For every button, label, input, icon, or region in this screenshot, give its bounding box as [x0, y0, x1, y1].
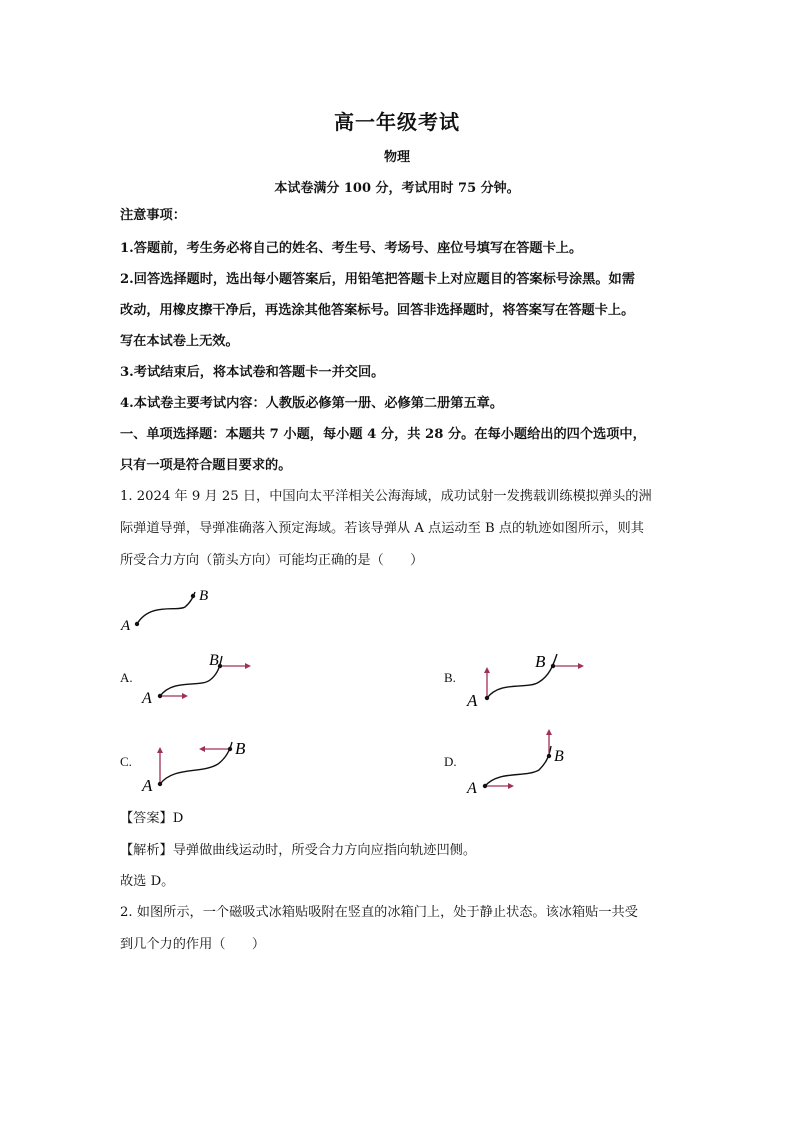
q1-stem-line-2: 际弹道导弹，导弹准确落入预定海域。若该导弹从 A 点运动至 B 点的轨迹如图所示，则其 [120, 521, 644, 536]
point-b-label: B [199, 588, 209, 604]
q1-analysis [120, 835, 680, 866]
option-b-figure [465, 646, 595, 710]
point-a-label: A [121, 618, 131, 634]
answer-value: D [172, 811, 184, 826]
exam-subject: 物理 [383, 150, 410, 165]
option-c-point-b-label: B [235, 739, 246, 758]
q2-stem-line-1: 2. 如图所示，一个磁吸式冰箱贴吸附在竖直的冰箱门上，处于静止状态。该冰箱贴一共受 [120, 905, 638, 920]
option-d-point-a-label: A [467, 780, 477, 797]
analysis-label: 【解析】 [120, 843, 173, 858]
option-a-point-b-label: B [209, 652, 219, 669]
note-item-2-end: 写在本试卷上无效。 [120, 334, 239, 349]
note-item-2-cont: 改动，用橡皮擦干净后，再选涂其他答案标号。回答非选择题时，将答案写在答题卡上。 [120, 303, 635, 318]
q1-stem-line-3: 所受合力方向（箭头方向）可能均正确的是（ ） [120, 553, 424, 568]
option-c-label[interactable]: C. [120, 754, 132, 769]
note-item-2: 2.回答选择题时，选出每小题答案后，用铅笔把答题卡上对应题目的答案标号涂黑。如需 [120, 272, 635, 287]
option-a-point-a-label: A [142, 690, 152, 707]
note-item-4: 4.本试卷主要考试内容：人教版必修第一册、必修第二册第五章。 [120, 396, 504, 411]
option-d-point-b-label: B [554, 748, 564, 765]
q1-answer [120, 803, 680, 834]
option-b-point-a-label: A [467, 691, 478, 710]
q1-trajectory-figure [115, 582, 225, 637]
q1-conclusion: 故选 D。 [120, 874, 175, 889]
analysis-text: 导弹做曲线运动时，所受合力方向应指向轨迹凹侧。 [172, 843, 477, 858]
notes-heading: 注意事项： [120, 208, 186, 223]
section-1-heading-cont: 只有一项是符合题目要求的。 [120, 458, 292, 473]
option-d-label[interactable]: D. [444, 754, 457, 769]
option-a-label[interactable]: A. [120, 670, 133, 685]
option-d-figure [465, 726, 595, 798]
answer-label: 【答案】 [120, 811, 173, 826]
option-a-figure [138, 646, 268, 710]
exam-title: 高一年级考试 [334, 110, 460, 134]
note-item-1: 1.答题前，考生务必将自己的姓名、考生号、考场号、座位号填写在答题卡上。 [120, 241, 583, 256]
note-item-3: 3.考试结束后，将本试卷和答题卡一并交回。 [120, 365, 385, 380]
option-b-label[interactable]: B. [444, 670, 456, 685]
section-1-heading: 一、单项选择题：本题共 7 小题，每小题 4 分，共 28 分。在每小题给出的四个选项中， [120, 427, 646, 442]
option-c-figure [138, 728, 268, 798]
option-c-point-a-label: A [142, 776, 153, 795]
exam-info: 本试卷满分 100 分，考试用时 75 分钟。 [274, 181, 520, 196]
q2-stem-line-2: 到几个力的作用（ ） [120, 937, 266, 952]
option-b-point-b-label: B [535, 652, 546, 671]
q1-stem-line-1: 1. 2024 年 9 月 25 日，中国向太平洋相关公海海域，成功试射一发携载训练模拟弹头的洲 [120, 489, 652, 504]
